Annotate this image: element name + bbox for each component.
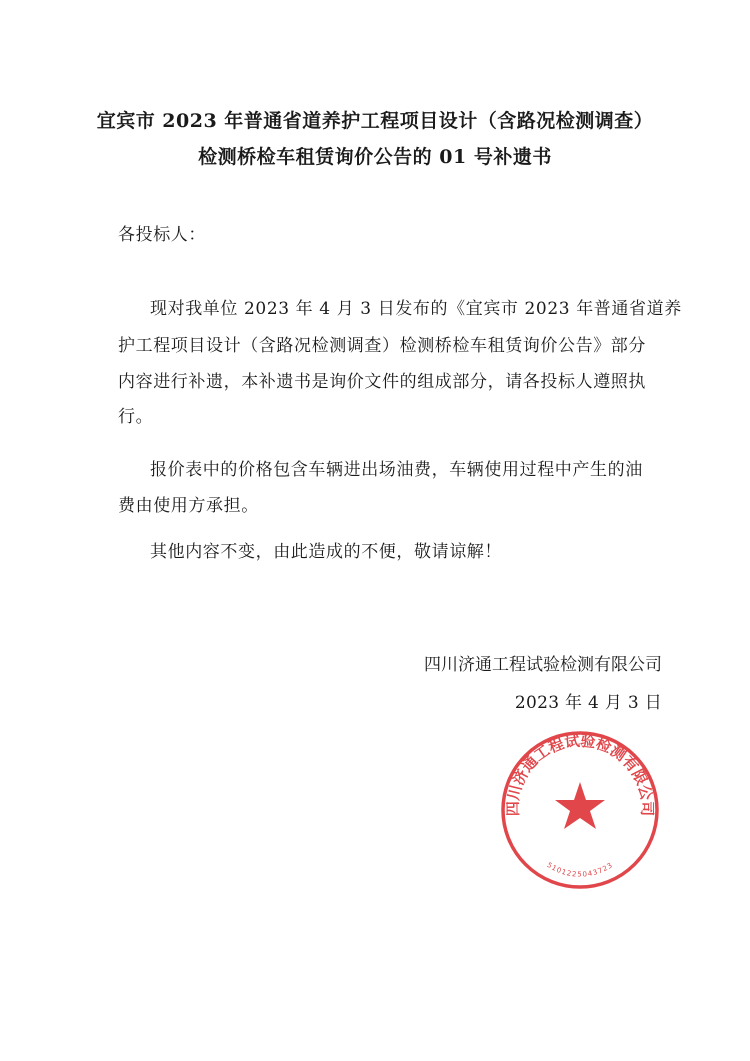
salutation: 各投标人：	[118, 225, 206, 245]
document-title-line-2: 检测桥检车租赁询价公告的 01 号补遗书	[198, 146, 552, 168]
paragraph-1-line: 内容进行补遗，本补遗书是询价文件的组成部分，请各投标人遵照执	[118, 372, 646, 392]
paragraph-1-line: 行。	[118, 407, 154, 427]
paragraph-2-line: 报价表中的价格包含车辆进出场油费，车辆使用过程中产生的油	[150, 460, 643, 480]
svg-text:5101225043723: 5101225043723	[545, 861, 615, 879]
signature-company: 四川济通工程试验检测有限公司	[424, 655, 662, 675]
paragraph-2-line: 费由使用方承担。	[118, 496, 259, 516]
signature-date: 2023 年 4 月 3 日	[514, 693, 662, 713]
svg-text:四川济通工程试验检测有限公司: 四川济通工程试验检测有限公司	[503, 731, 657, 817]
paragraph-3-line: 其他内容不变，由此造成的不便，敬请谅解！	[150, 542, 502, 562]
paragraph-1-line: 护工程项目设计（含路况检测调查）检测桥检车租赁询价公告》部分	[118, 336, 646, 356]
paragraph-1-line: 现对我单位 2023 年 4 月 3 日发布的《宜宾市 2023 年普通省道养	[150, 299, 682, 319]
document-title-line-1: 宜宾市 2023 年普通省道养护工程项目设计（含路况检测调查）	[96, 110, 654, 132]
company-seal-stamp	[500, 730, 660, 890]
star-icon	[555, 782, 605, 829]
